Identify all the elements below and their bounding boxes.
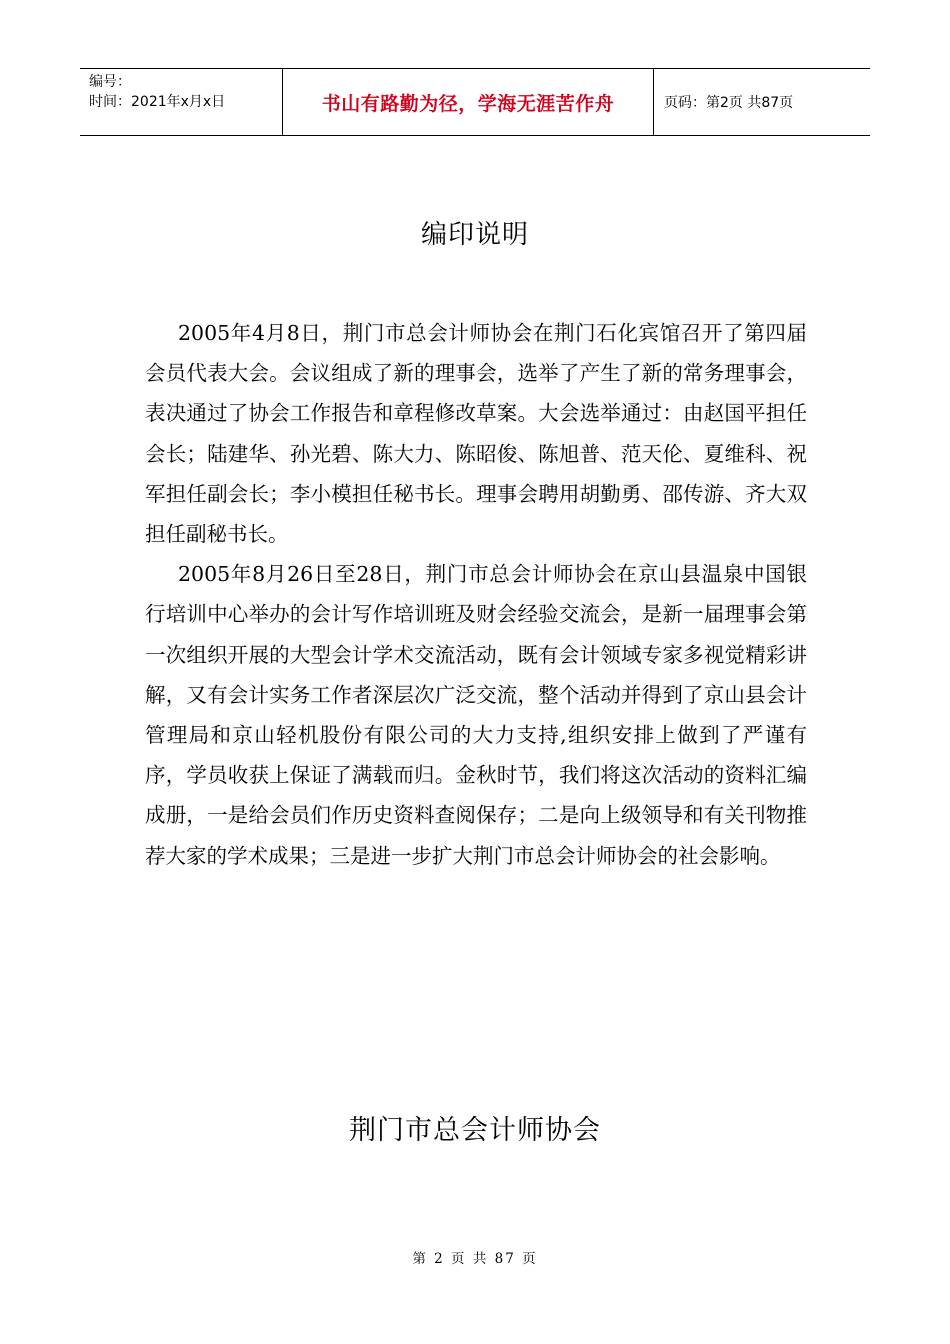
- header-meta: [80, 69, 282, 135]
- page-footer: 第 2 页 共 87 页: [412, 1251, 538, 1267]
- document-header: [80, 68, 870, 136]
- paragraph: 2005年8月26日至28日，荆门市总会计师协会在京山县温泉中国银行培训中心举办的会计写作培训班及财会经验交流会，是新一届理事会第一次组织开展的大型会计学术交流活动，既有会计领域专家多视觉精彩讲解，又有会计实务工作者深层次广泛交流，整个活动并得到了京山县会计管理局和京山轻机股份有限公司的大力支持,组织安排上做到了严谨有序，学员收获上保证了满载而归。金秋时节，我们将这次活动的资料汇编成册，一是给会员们作历史资料查阅保存；二是向上级领导和有关刊物推荐大家的学术成果；三是进一步扩大荆门市总会计师协会的社会影响。: [145, 562, 807, 868]
- document-time: 时间：2021年x月x日: [89, 94, 226, 110]
- header-motto: 书山有路勤为径，学海无涯苦作舟: [321, 92, 615, 115]
- header-motto-cell: [282, 69, 654, 135]
- page-title: 编印说明: [420, 220, 529, 250]
- body-text: [145, 313, 807, 876]
- document-number-label: 编号：: [89, 74, 131, 90]
- signature: 荆门市总会计师协会: [349, 1115, 601, 1146]
- header-page-info: 页码：第2页 共87页: [664, 95, 794, 111]
- paragraph: 2005年4月8日，荆门市总会计师协会在荆门石化宾馆召开了第四届会员代表大会。会议组成了新的理事会，选举了产生了新的常务理事会，表决通过了协会工作报告和章程修改草案。大会选举通过：由赵国平担任会长；陆建华、孙光碧、陈大力、陈昭俊、陈旭普、范天伦、夏维科、祝军担任副会长；李小模担任秘书长。理事会聘用胡勤勇、邵传游、齐大双担任副秘书长。: [145, 321, 807, 547]
